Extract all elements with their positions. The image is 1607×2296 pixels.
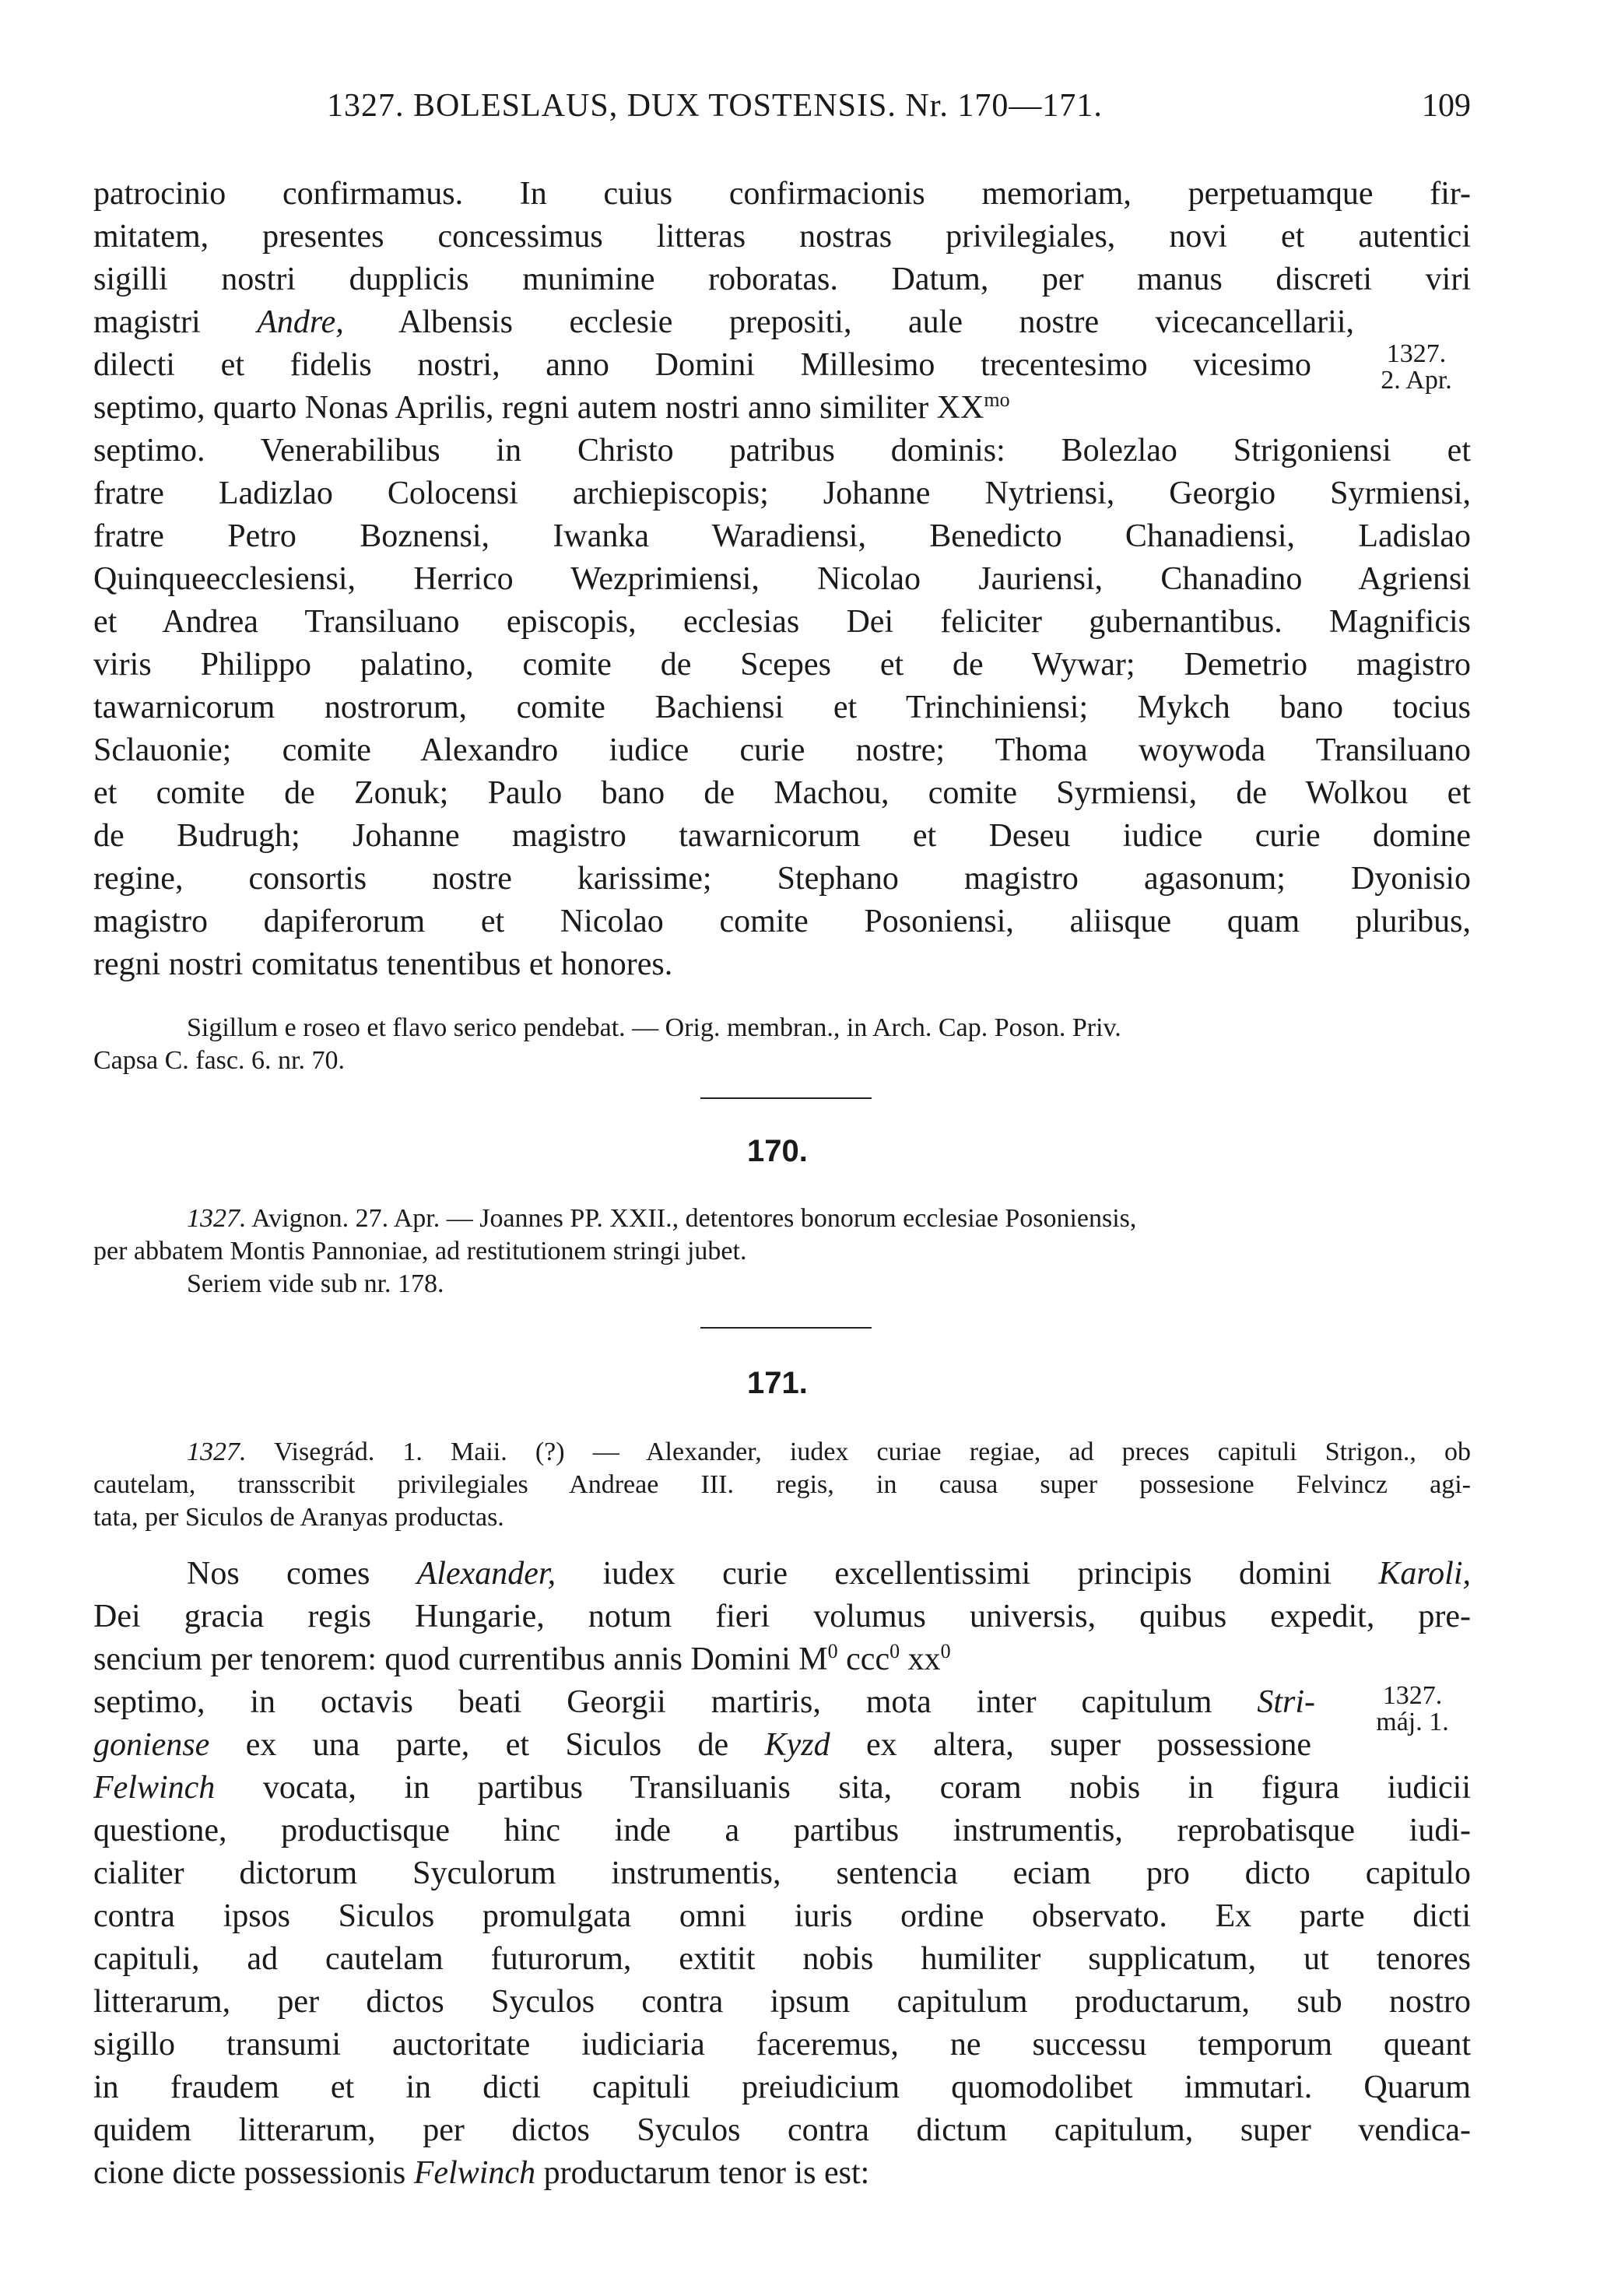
- superscript-mo: mo: [984, 388, 1010, 411]
- header-title: 1327. BOLESLAUS, DUX TOSTENSIS. Nr. 170—171.: [327, 88, 1103, 124]
- note-line: Capsa C. fasc. 6. nr. 70.: [93, 1046, 345, 1075]
- text-line: dilecti et fidelis nostri, anno Domini Millesimo trecentesimo vicesimo: [93, 347, 1311, 383]
- text-line: septimo, quarto Nonas Aprilis, regni autem nostri anno similiter $XX^{mo}$: [93, 388, 1010, 426]
- regest-170: [93, 1202, 1471, 1301]
- text-line: Dei gracia regis Hungarie, notum fieri volumus universis, quibus expedit, pre-: [93, 1599, 1471, 1634]
- text-line: et Andrea Transiluano episcopis, ecclesias Dei feliciter gubernantibus. Magnificis: [93, 604, 1471, 640]
- text-line: Nos comes Alexander, iudex curie excellentissimi principis domini Karoli,: [187, 1556, 1471, 1592]
- name-strigoniense: Stri-: [1257, 1684, 1315, 1720]
- text-line: septimo. Venerabilibus in Christo patribus dominis: Bolezlao Strigoniensi et: [93, 433, 1471, 469]
- name-alexander: Alexander,: [416, 1556, 556, 1592]
- margin-date-2: 1327. máj. 1.: [1376, 1681, 1449, 1736]
- text-line: Sclauonie; comite Alexandro iudice curie nostre; Thoma woywoda Transiluano: [93, 732, 1471, 768]
- text-line: septimo, in octavis beati Georgii martiris, mota inter capitulum Stri-: [93, 1684, 1315, 1720]
- note-line: Sigillum e roseo et flavo serico pendebat. — Orig. membran., in Arch. Cap. Poson. Priv.: [187, 1013, 1121, 1042]
- name-karoli: Karoli,: [1378, 1556, 1471, 1592]
- text-line: de Budrugh; Johanne magistro tawarnicorum et Deseu iudice curie domine: [93, 818, 1471, 854]
- margin-date-1: 1327. 2. Apr.: [1381, 339, 1452, 395]
- regest-line: per abbatem Montis Pannoniae, ad restitutionem stringi jubet.: [93, 1237, 747, 1266]
- regest-line: cautelam, transscribit privilegiales Andreae III. regis, in causa super possesione Felvincz agi-: [93, 1470, 1471, 1499]
- text-line: sencium per tenorem: quod currentibus annis Domini $M^0$ ccc$^0$ $xx^0$: [93, 1640, 951, 1677]
- text-line: sigillo transumi auctoritate iudiciaria faceremus, ne successu temporum queant: [93, 2027, 1471, 2063]
- text-line: Quinqueecclesiensi, Herrico Wezprimiensi, Nicolao Jauriensi, Chanadino Agriensi: [93, 561, 1471, 597]
- separator-rule: [700, 1327, 872, 1329]
- separator-rule: [700, 1097, 872, 1099]
- text-line: fratre Petro Boznensi, Iwanka Waradiensi, Benedicto Chanadiensi, Ladislao: [93, 518, 1471, 554]
- name-felwinch: Felwinch: [413, 2155, 536, 2191]
- text-line: Felwinch vocata, in partibus Transiluanis sita, coram nobis in figura iudicii: [93, 1770, 1471, 1806]
- charter-171-text: [93, 1553, 1471, 2195]
- text-line: cione dicte possessionis Felwinch productarum tenor is est:: [93, 2155, 870, 2191]
- text-line: viris Philippo palatino, comite de Scepes et de Wywar; Demetrio magistro: [93, 647, 1471, 683]
- text-line: questione, productisque hinc inde a partibus instrumentis, reprobatisque iudi-: [93, 1813, 1471, 1848]
- regest-line: Seriem vide sub nr. 178.: [187, 1269, 444, 1298]
- text-line: capituli, ad cautelam futurorum, extitit nobis humiliter supplicatum, ut tenores: [93, 1941, 1471, 1977]
- text-line: patrocinio confirmamus. In cuius confirmacionis memoriam, perpetuamque fir-: [93, 176, 1471, 212]
- text-line: regine, consortis nostre karissime; Stephano magistro agasonum; Dyonisio: [93, 861, 1471, 897]
- regest-line: 1327. Visegrád. 1. Maii. (?) — Alexander, iudex curiae regiae, ad preces capituli Strigon., ob: [187, 1438, 1471, 1466]
- page-number: 109: [1422, 88, 1471, 124]
- text-line: in fraudem et in dicti capituli preiudicium quomodolibet immutari. Quarum: [93, 2070, 1471, 2105]
- document-number-171: 171.: [747, 1366, 808, 1400]
- text-line: contra ipsos Siculos promulgata omni iuris ordine observato. Ex parte dicti: [93, 1898, 1471, 1934]
- name-andre: Andre,: [257, 304, 344, 340]
- name-kyzd: Kyzd: [764, 1727, 830, 1763]
- text-line: cialiter dictorum Syculorum instrumentis, sentencia eciam pro dicto capitulo: [93, 1855, 1471, 1891]
- text-line: goniense ex una parte, et Siculos de Kyzd ex altera, super possessione: [93, 1727, 1311, 1763]
- source-note: [93, 1012, 1471, 1077]
- text-line: magistri Andre, Albensis ecclesie prepositi, aule nostre vicecancellarii,: [93, 304, 1355, 340]
- text-line: regni nostri comitatus tenentibus et honores.: [93, 946, 673, 982]
- regest-line: tata, per Siculos de Aranyas productas.: [93, 1503, 504, 1532]
- text-line: fratre Ladizlao Colocensi archiepiscopis; Johanne Nytriensi, Georgio Syrmiensi,: [93, 476, 1471, 511]
- text-line: sigilli nostri dupplicis munimine roboratas. Datum, per manus discreti viri: [93, 262, 1471, 297]
- regest-line: 1327. Avignon. 27. Apr. — Joannes PP. XXII., detentores bonorum ecclesiae Posoniensis,: [187, 1204, 1137, 1233]
- text-line: quidem litterarum, per dictos Syculos contra dictum capitulum, super vendica-: [93, 2112, 1471, 2148]
- charter-169-conclusion: [93, 173, 1471, 986]
- text-line: tawarnicorum nostrorum, comite Bachiensi et Trinchiniensi; Mykch bano tocius: [93, 690, 1471, 725]
- text-line: litterarum, per dictos Syculos contra ipsum capitulum productarum, sub nostro: [93, 1984, 1471, 2020]
- text-line: mitatem, presentes concessimus litteras nostras privilegiales, novi et autentici: [93, 219, 1471, 255]
- running-header: [93, 87, 1471, 134]
- text-line: magistro dapiferorum et Nicolao comite Posoniensi, aliisque quam pluribus,: [93, 904, 1471, 939]
- name-felwinch: Felwinch: [93, 1770, 216, 1806]
- regest-171: [93, 1436, 1471, 1534]
- document-number-170: 170.: [747, 1134, 808, 1168]
- text-line: et comite de Zonuk; Paulo bano de Machou, comite Syrmiensi, de Wolkou et: [93, 775, 1471, 811]
